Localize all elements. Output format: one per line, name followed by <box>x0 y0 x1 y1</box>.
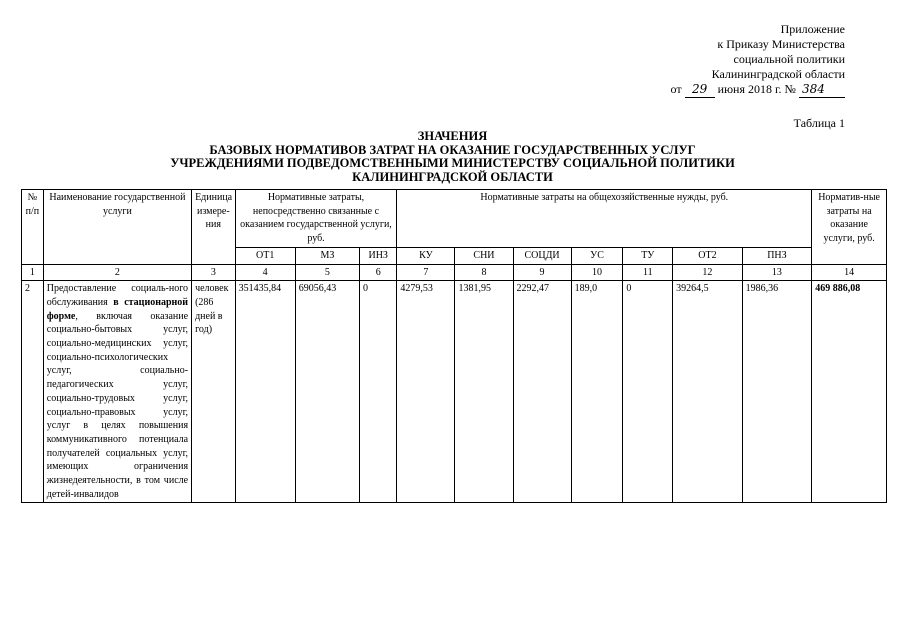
header-group-general: Нормативные затраты на общехозяйственные нужды, руб. <box>397 190 812 248</box>
subheader-sni: СНИ <box>455 247 513 264</box>
title-line-4: КАЛИНИНГРАДСКОЙ ОБЛАСТИ <box>352 169 553 184</box>
appendix-line-3: социальной политики <box>733 52 845 66</box>
header-row-1 <box>22 190 887 248</box>
appendix-line-2: к Приказу Министерства <box>717 37 845 51</box>
column-number: 14 <box>812 264 887 281</box>
title-line-2: БАЗОВЫХ НОРМАТИВОВ ЗАТРАТ НА ОКАЗАНИЕ ГОСУДАРСТВЕННЫХ УСЛУГ <box>209 142 696 157</box>
cost-norms-table <box>21 189 887 503</box>
column-number: 10 <box>571 264 623 281</box>
column-number: 11 <box>623 264 673 281</box>
column-number: 5 <box>295 264 359 281</box>
value-ku: 4279,53 <box>397 281 455 503</box>
date-prefix: от <box>670 82 682 96</box>
handwritten-day: 29 <box>685 82 715 98</box>
subheader-socdi: СОЦДИ <box>513 247 571 264</box>
subheader-ot1: ОТ1 <box>235 247 295 264</box>
value-inz: 0 <box>360 281 397 503</box>
title-line-1: ЗНАЧЕНИЯ <box>417 129 488 143</box>
service-name-start: Предоставление социаль-ного обслуживания <box>46 283 189 308</box>
subheader-ku: КУ <box>397 247 455 264</box>
column-number: 2 <box>43 264 191 281</box>
header-col-name: Наименование государственной услуги <box>43 190 191 265</box>
header-col-unit: Единица измере-ния <box>192 190 236 265</box>
service-name-rest: , включая оказание социально-бытовых услуг, социально-медицинских услуг, социально-психологических услуг, социально-педагогических услуг, социально-трудовых услуг, социально-правовых услуг, услуг в целях повышения коммуникативного потенциала получателей социальных услуг, имеющих ограничения жизнедеятельности, в том числе детей-инвалидов <box>46 310 189 500</box>
subheader-ot2: ОТ2 <box>673 247 742 264</box>
service-name-bold: в стационарной форме <box>46 296 189 322</box>
column-number: 12 <box>673 264 742 281</box>
header-col-total: Норматив-ные затраты на оказание услуги, руб. <box>812 190 887 265</box>
table-label: Таблица 1 <box>793 116 845 130</box>
column-number: 7 <box>397 264 455 281</box>
subheader-tu: ТУ <box>623 247 673 264</box>
subheader-us: УС <box>571 247 623 264</box>
value-tu: 0 <box>623 281 673 503</box>
appendix-line-1: Приложение <box>780 22 845 36</box>
table-row <box>22 281 887 503</box>
unit-of-measure: человек (286 дней в год) <box>192 281 236 503</box>
value-us: 189,0 <box>571 281 623 503</box>
column-number: 8 <box>455 264 513 281</box>
appendix-line-4: Калининградской области <box>711 67 845 81</box>
service-name <box>43 281 191 503</box>
column-number: 9 <box>513 264 571 281</box>
column-number: 13 <box>742 264 812 281</box>
subheader-mz: МЗ <box>295 247 359 264</box>
value-pnz: 1986,36 <box>742 281 812 503</box>
column-number-row <box>22 264 887 281</box>
value-sni: 1381,95 <box>455 281 513 503</box>
value-mz: 69056,43 <box>295 281 359 503</box>
value-ot1: 351435,84 <box>235 281 295 503</box>
value-socdi: 2292,47 <box>513 281 571 503</box>
document-title <box>0 130 905 184</box>
value-total: 469 886,08 <box>812 281 887 503</box>
date-rest: июня 2018 г. № <box>717 82 796 96</box>
column-number: 3 <box>192 264 236 281</box>
column-number: 6 <box>360 264 397 281</box>
column-number: 4 <box>235 264 295 281</box>
title-line-3: УЧРЕЖДЕНИЯМИ ПОДВЕДОМСТВЕННЫМИ МИНИСТЕРСТВУ СОЦИАЛЬНОЙ ПОЛИТИКИ <box>170 156 735 170</box>
row-number: 2 <box>22 281 44 503</box>
appendix-date-line <box>655 82 845 98</box>
subheader-inz: ИНЗ <box>360 247 397 264</box>
header-group-direct: Нормативные затраты, непосредственно связанные с оказанием государственной услуги, руб. <box>235 190 397 248</box>
appendix-block <box>655 22 845 98</box>
column-number: 1 <box>22 264 44 281</box>
value-ot2: 39264,5 <box>673 281 742 503</box>
subheader-pnz: ПНЗ <box>742 247 812 264</box>
header-col-no: № п/п <box>22 190 44 265</box>
handwritten-order-number: 384 <box>799 82 845 98</box>
